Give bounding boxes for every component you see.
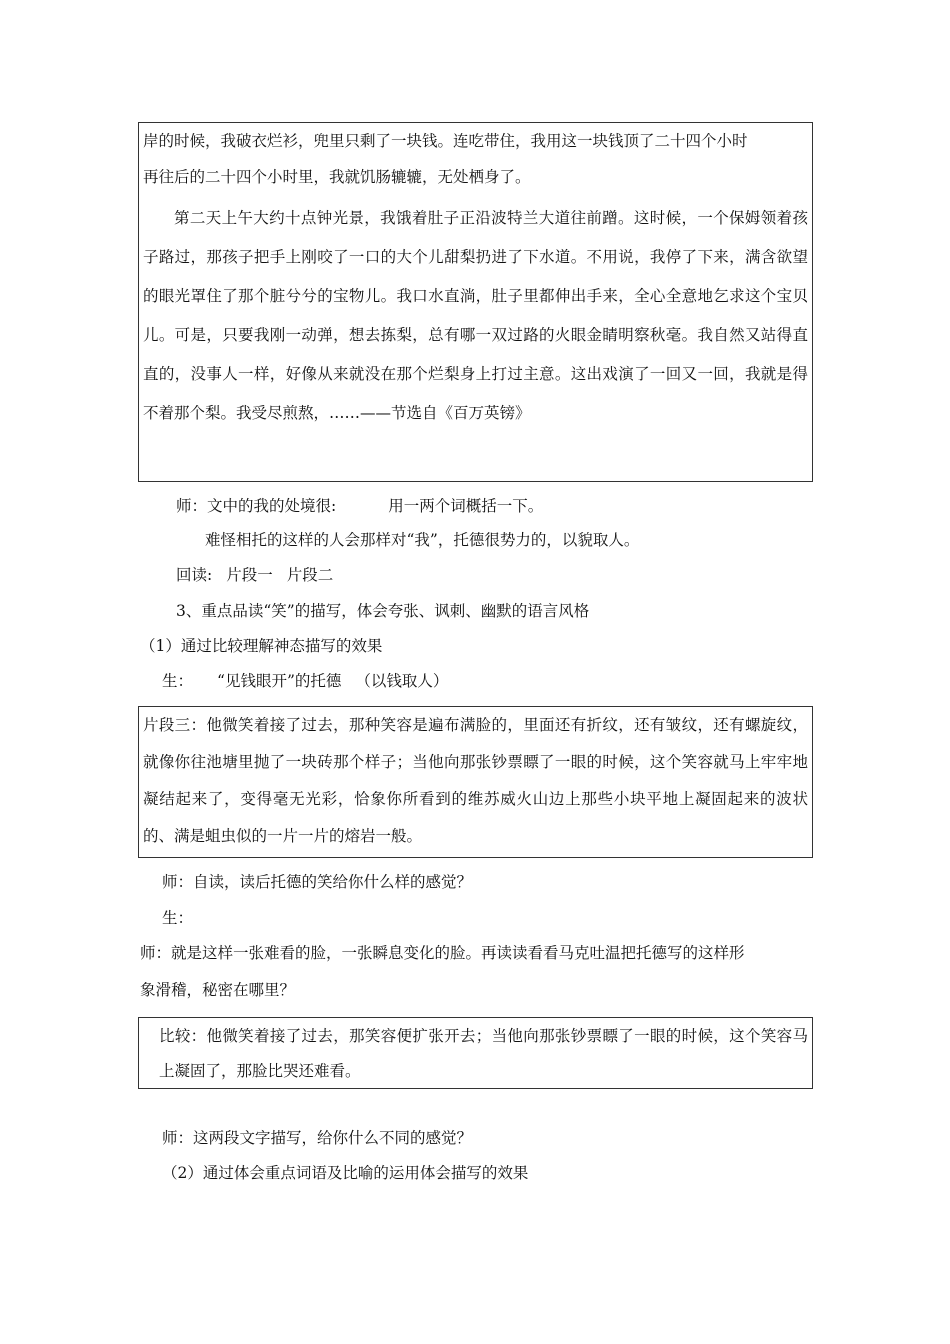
teacher-question-3-line-1: 师：就是这样一张难看的脸，一张瞬息变化的脸。再读读看看马克吐温把托德写的这样形 xyxy=(140,944,745,962)
student-1-answer: “见钱眼开”的托德 xyxy=(217,672,342,690)
subsection-1-heading: （1）通过比较理解神态描写的效果 xyxy=(140,637,383,655)
teacher-question-1 xyxy=(176,496,543,516)
student-1-note: （以钱取人） xyxy=(355,672,449,690)
excerpt1-line-1: 岸的时候，我破衣烂衫，兜里只剩了一块钱。连吃带住，我用这一块钱顶了二十四个小时 xyxy=(143,132,748,150)
review-label: 回读: xyxy=(176,566,213,584)
teacher-question-1-b: 用一两个词概括一下。 xyxy=(388,497,544,515)
subsection-2-heading: （2）通过体会重点词语及比喻的运用体会描写的效果 xyxy=(162,1164,529,1182)
teacher-question-4: 师：这两段文字描写，给你什么不同的感觉？ xyxy=(162,1129,473,1147)
comparison-text: 比较：他微笑着接了过去，那笑容便扩张开去；当他向那张钞票瞟了一眼的时候，这个笑容马上凝固了，那脸比哭还难看。 xyxy=(159,1027,808,1080)
student-1-label: 生： xyxy=(162,672,194,690)
excerpt3-text: 片段三：他微笑着接了过去，那种笑容是遍布满脸的，里面还有折纹，还有皱纹，还有螺旋纹，就像你往池塘里抛了一块砖那个样子；当他向那张钞票瞟了一眼的时候，这个笑容就马上牢牢地凝结起来了，变得毫无光彩，恰象你所看到的维苏威火山边上那些小块平地上凝固起来的波状的、满是蛆虫似的一片一片的熔岩一般。 xyxy=(143,716,808,845)
excerpt-box-3 xyxy=(138,706,813,858)
teacher-question-1-a: 师：文中的我的处境很: xyxy=(176,497,337,515)
excerpt1-line-2: 再往后的二十四个小时里，我就饥肠辘辘，无处栖身了。 xyxy=(143,168,531,186)
comment-line: 难怪相托的这样的人会那样对“我”，托德很势力的，以貌取人。 xyxy=(205,531,640,549)
review-seg-1: 片段一 xyxy=(226,566,273,584)
student-line-2: 生： xyxy=(162,909,194,927)
comparison-box xyxy=(138,1017,813,1089)
student-line-1 xyxy=(162,671,448,691)
teacher-question-2: 师：自读，读后托德的笑给你什么样的感觉？ xyxy=(162,873,473,891)
excerpt1-paragraph-2: 第二天上午大约十点钟光景，我饿着肚子正沿波特兰大道往前蹭。这时候，一个保姆领着孩子路过，那孩子把手上刚咬了一口的大个儿甜梨扔进了下水道。不用说，我停了下来，满含欲望的眼光罩住了那个脏兮兮的宝物儿。我口水直淌，肚子里都伸出手来，全心全意地乞求这个宝贝儿。可是，只要我刚一动弹，想去拣梨，总有哪一双过路的火眼金睛明察秋毫。我自然又站得直直的，没事人一样，好像从来就没在那个烂梨身上打过主意。这出戏演了一回又一回，我就是得不着那个梨。我受尽煎熬，……——节选自《百万英镑》 xyxy=(143,209,808,422)
excerpt-box-1 xyxy=(138,122,813,482)
teacher-question-3-line-2: 象滑稽，秘密在哪里？ xyxy=(140,981,296,999)
review-line xyxy=(176,565,333,585)
review-seg-2: 片段二 xyxy=(286,566,334,584)
section-3-heading: 3、重点品读“笑”的描写，体会夸张、讽刺、幽默的语言风格 xyxy=(176,602,590,620)
